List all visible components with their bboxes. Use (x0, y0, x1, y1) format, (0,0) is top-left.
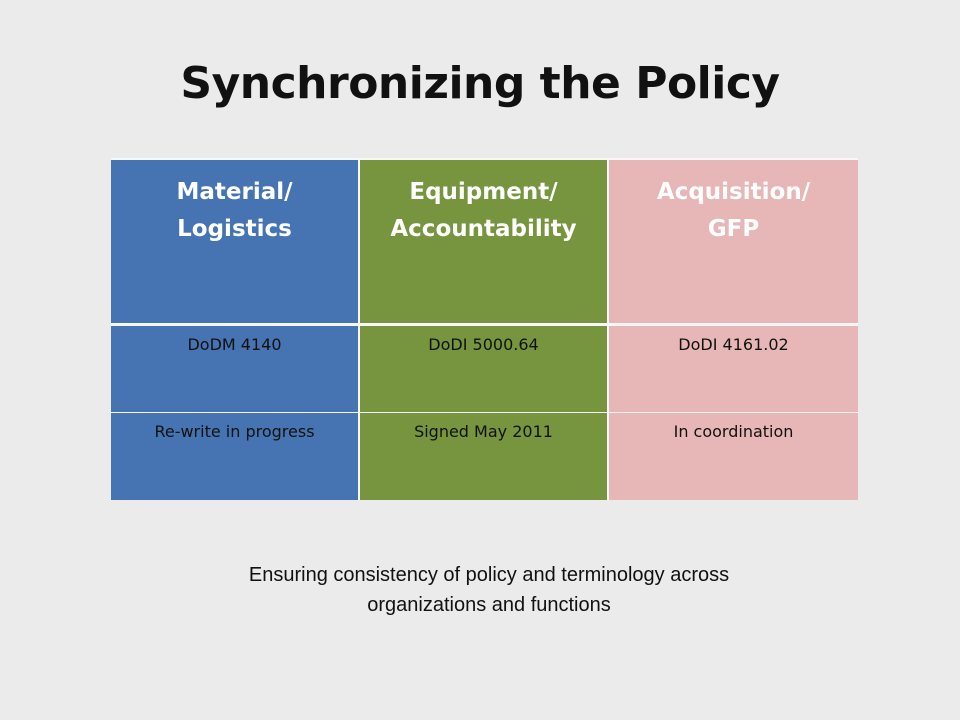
header-line: GFP (707, 216, 760, 242)
header-line: Equipment/ (409, 179, 558, 205)
footnote-line: Ensuring consistency of policy and terminology across (248, 564, 730, 586)
table-cell: DoDM 4140 (111, 326, 360, 412)
table-cell: Re-write in progress (111, 413, 360, 500)
header-line: Logistics (177, 216, 292, 242)
slide-title: Synchronizing the Policy (180, 58, 780, 109)
table-cell: Signed May 2011 (360, 413, 609, 500)
header-line: Material/ (176, 179, 293, 205)
table-header-row (111, 160, 858, 323)
policy-table (111, 158, 858, 500)
header-equipment-accountability (360, 160, 609, 323)
slide-footnote (0, 560, 960, 620)
table-row (111, 412, 858, 500)
footnote-line: organizations and functions (367, 594, 611, 616)
header-line: Accountability (390, 216, 577, 242)
table-cell: DoDI 5000.64 (360, 326, 609, 412)
header-acquisition-gfp (609, 160, 858, 323)
table-cell: DoDI 4161.02 (609, 326, 858, 412)
table-row (111, 323, 858, 412)
header-material-logistics (111, 160, 360, 323)
header-line: Acquisition/ (656, 179, 811, 205)
table-cell: In coordination (609, 413, 858, 500)
